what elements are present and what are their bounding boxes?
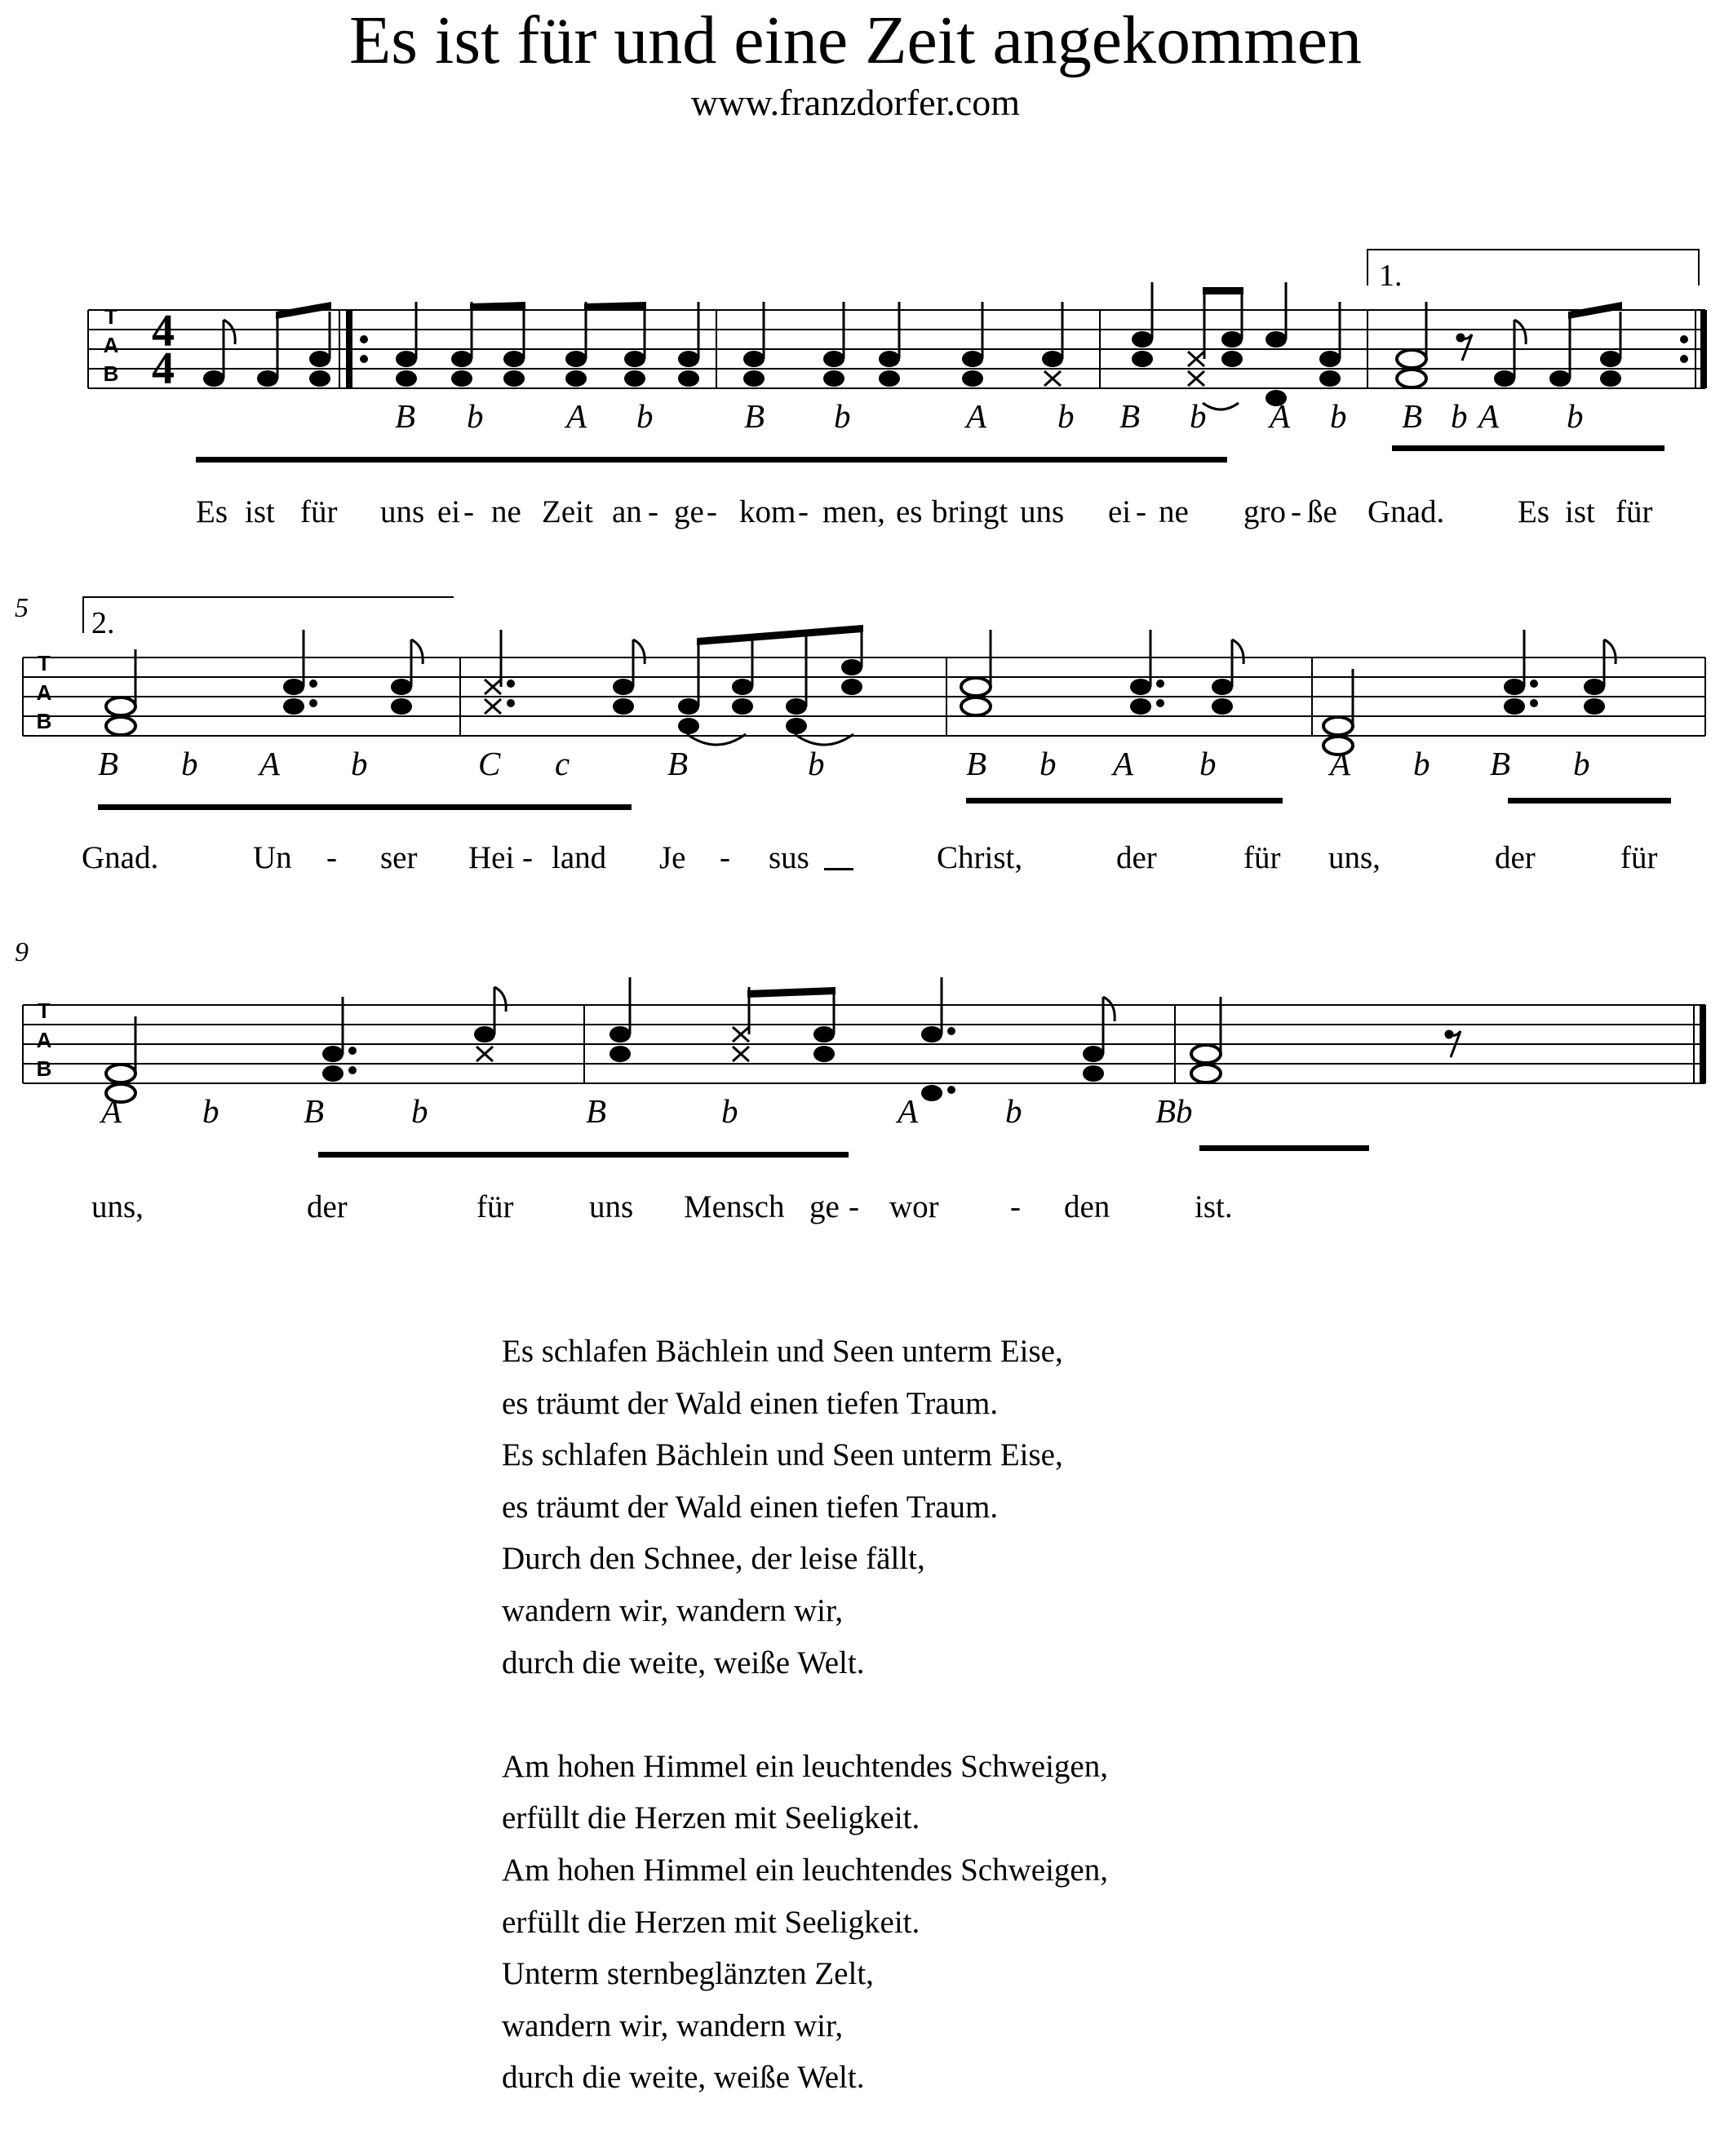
chord-hint: A	[1270, 397, 1291, 435]
chord-hint: A	[966, 397, 987, 435]
lyric-syllable: ei	[437, 494, 461, 529]
volta-label-2: 2.	[91, 606, 115, 640]
lyric-syllable: für	[1620, 840, 1658, 875]
lyric-syllable: ge	[809, 1189, 840, 1224]
chord-hint: b	[1057, 397, 1075, 435]
chord-hint: A	[101, 1092, 122, 1130]
lyric-syllable: Mensch	[684, 1189, 785, 1224]
lyric-syllable: -	[1291, 494, 1301, 529]
beams	[697, 625, 863, 645]
lyric-syllable: Gnad.	[82, 840, 159, 875]
lyric-syllable: Christ,	[937, 840, 1023, 875]
lyric-syllable: -	[648, 494, 658, 529]
lyric-syllable: ne	[1159, 494, 1189, 529]
volta-bracket-1	[1367, 250, 1699, 293]
tab-letter-b: B	[36, 709, 52, 733]
lyric-syllable: Un	[253, 840, 292, 875]
rests	[1457, 334, 1472, 361]
lyric-syllable: für	[300, 494, 338, 529]
verse-line: es träumt der Wald einen tiefen Traum.	[502, 1489, 999, 1525]
chord-hint: A	[259, 745, 281, 782]
measure-number-9: 9	[15, 937, 29, 967]
verse-stanza	[502, 1326, 1644, 1689]
chord-hint: B	[98, 745, 119, 782]
chord-hint: B	[395, 397, 416, 435]
lyric-syllable: für	[477, 1189, 514, 1224]
verse-line: Durch den Schnee, der leise fällt,	[502, 1541, 925, 1577]
lyric-syllable: uns,	[1328, 840, 1381, 875]
tab-clef	[104, 304, 119, 386]
chord-hint: B	[667, 745, 689, 782]
staff-lines	[23, 1005, 1705, 1083]
chord-hint: A	[1113, 745, 1134, 782]
chord-hint: B	[744, 397, 765, 435]
chord-hint: B	[1402, 397, 1423, 435]
lyric-syllable: men,	[822, 494, 885, 529]
chord-hint: B	[1119, 397, 1141, 435]
chord-hint: b	[1330, 397, 1347, 435]
website-url: www.franzdorfer.com	[690, 82, 1021, 123]
lyric-syllable: für	[1616, 494, 1653, 529]
lyric-syllable: ist	[245, 494, 275, 529]
ties	[1203, 403, 1239, 410]
chord-hint: b	[1190, 397, 1207, 435]
lyric-syllable: Hei	[468, 840, 515, 875]
lyric-syllable: ist	[1565, 494, 1595, 529]
lyric-syllable: Je	[659, 840, 686, 875]
chord-hint: B	[1490, 745, 1511, 782]
chord-hint: C	[478, 745, 501, 782]
lyric-syllable: -	[798, 494, 809, 529]
lyric-syllable: -	[707, 494, 717, 529]
beams	[747, 987, 836, 998]
verse-line: wandern wir, wandern wir,	[502, 2008, 844, 2043]
lyric-syllable: Gnad.	[1367, 494, 1445, 529]
lyric-syllable: bringt	[932, 494, 1008, 529]
lyric-syllable: Es	[196, 494, 228, 529]
chord-hint: B	[304, 1092, 325, 1130]
tab-letter-b: B	[103, 361, 119, 386]
lyric-syllable: -	[1010, 1189, 1021, 1224]
lyric-syllable: uns,	[91, 1189, 144, 1224]
flags	[411, 640, 1616, 664]
staff-lines	[23, 657, 1705, 736]
chord-hint: Bb	[1155, 1092, 1193, 1130]
chord-hint: b	[351, 745, 368, 782]
lyric-syllable: -	[1136, 494, 1146, 529]
lyric-syllable: wor	[889, 1189, 939, 1224]
chord-hint: b	[808, 745, 825, 782]
verse-line: wandern wir, wandern wir,	[502, 1592, 844, 1628]
chord-hint: B	[966, 745, 987, 782]
time-signature-denominator: 4	[152, 343, 175, 394]
chord-hint: b	[1039, 745, 1057, 782]
additional-verses	[502, 1326, 1644, 2156]
verse-line: erfüllt die Herzen mit Seeligkeit.	[502, 1800, 920, 1836]
lyric-syllable: Es	[1518, 494, 1549, 529]
lyric-syllable: ße	[1307, 494, 1337, 529]
lyric-syllable: der	[1116, 840, 1157, 875]
lyric-syllable: -	[522, 840, 533, 875]
chord-hint: A	[566, 397, 587, 435]
verse-line: durch die weite, weiße Welt.	[502, 1645, 865, 1680]
time-signature-numerator: 4	[152, 306, 175, 356]
lyric-syllable: Zeit	[542, 494, 593, 529]
chord-hint: b	[721, 1092, 738, 1130]
tab-letter-t: T	[38, 998, 51, 1023]
tab-letter-t: T	[38, 651, 51, 675]
lyric-syllable: ne	[491, 494, 521, 529]
chord-hint: B	[586, 1092, 607, 1130]
lyric-syllable: -	[463, 494, 474, 529]
half-note-heads	[106, 1045, 1221, 1102]
lyric-syllable: uns	[1020, 494, 1065, 529]
lyric-syllable: der	[307, 1189, 348, 1224]
chord-hint: b	[181, 745, 198, 782]
tab-letter-t: T	[104, 304, 117, 329]
hint-underlines	[318, 1145, 1369, 1158]
chord-hint: b	[1573, 745, 1590, 782]
chord-hint: b	[1005, 1092, 1022, 1130]
lyric-syllable: gro	[1243, 494, 1286, 529]
chord-hint: b	[1199, 745, 1217, 782]
chord-hint: b	[202, 1092, 219, 1130]
chord-hint: A	[1330, 745, 1351, 782]
tab-system-2	[15, 593, 1705, 870]
flags	[224, 320, 1526, 344]
tab-clef	[37, 651, 52, 733]
verse-line: Am hohen Himmel ein leuchtendes Schweigen,	[502, 1852, 1108, 1888]
lyric-syllable: ei	[1108, 494, 1132, 529]
verse-line: es träumt der Wald einen tiefen Traum.	[502, 1385, 999, 1421]
chord-hint: b	[1451, 397, 1468, 435]
verse-line: Am hohen Himmel ein leuchtendes Schweigen,	[502, 1748, 1108, 1784]
hint-underlines	[196, 445, 1664, 463]
tab-clef	[37, 998, 52, 1081]
chord-hint: b	[1567, 397, 1584, 435]
verse-line: Es schlafen Bächlein und Seen unterm Eise,	[502, 1437, 1063, 1473]
lyric-syllable: den	[1064, 1189, 1110, 1224]
lyric-syllable: es	[896, 494, 923, 529]
lyric-syllable: ge	[674, 494, 704, 529]
lyric-syllable: -	[849, 1189, 859, 1224]
verse-line: durch die weite, weiße Welt.	[502, 2060, 865, 2096]
beams	[276, 287, 1622, 319]
lyric-syllable: -	[326, 840, 337, 875]
lyric-syllable: uns	[380, 494, 425, 529]
lyric-syllable: kom	[739, 494, 796, 529]
lyric-syllable: sus	[769, 840, 809, 875]
lyric-syllable: an	[612, 494, 642, 529]
lyric-syllable: der	[1495, 840, 1536, 875]
volta-label-1: 1.	[1379, 259, 1403, 293]
measure-number-5: 5	[15, 593, 29, 623]
chord-hint: c	[555, 745, 570, 782]
tab-system-3	[15, 937, 1705, 1158]
verse-line: Unterm sternbeglänzten Zelt,	[502, 1956, 874, 1992]
verse-stanza	[502, 1741, 1644, 2104]
chord-hint: b	[1413, 745, 1430, 782]
verse-line: Es schlafen Bächlein und Seen unterm Eise,	[502, 1334, 1063, 1369]
lyric-syllable: für	[1243, 840, 1281, 875]
verse-line: erfüllt die Herzen mit Seeligkeit.	[502, 1904, 920, 1940]
lyric-syllable: ser	[380, 840, 418, 875]
lyric-extender	[824, 868, 853, 870]
chord-hint: A	[898, 1092, 919, 1130]
tab-letter-b: B	[36, 1056, 52, 1081]
chord-hint: b	[411, 1092, 428, 1130]
lyric-syllable: -	[720, 840, 730, 875]
time-signature	[152, 306, 175, 394]
volta-bracket-2	[83, 597, 454, 640]
lyrics-and-chord-hints	[82, 397, 1657, 1224]
song-title: Es ist für und eine Zeit angekommen	[348, 2, 1362, 78]
chord-hint: b	[467, 397, 484, 435]
chord-hint: b	[636, 397, 654, 435]
lyric-syllable: ist.	[1195, 1189, 1233, 1224]
tab-letter-a: A	[36, 680, 52, 705]
lyric-syllable: uns	[589, 1189, 634, 1224]
chord-hint: A	[1478, 397, 1500, 435]
tab-letter-a: A	[36, 1028, 52, 1052]
chord-hint: b	[834, 397, 851, 435]
lyric-syllable: land	[552, 840, 607, 875]
hint-underlines	[98, 798, 1671, 810]
tab-letter-a: A	[103, 333, 119, 357]
